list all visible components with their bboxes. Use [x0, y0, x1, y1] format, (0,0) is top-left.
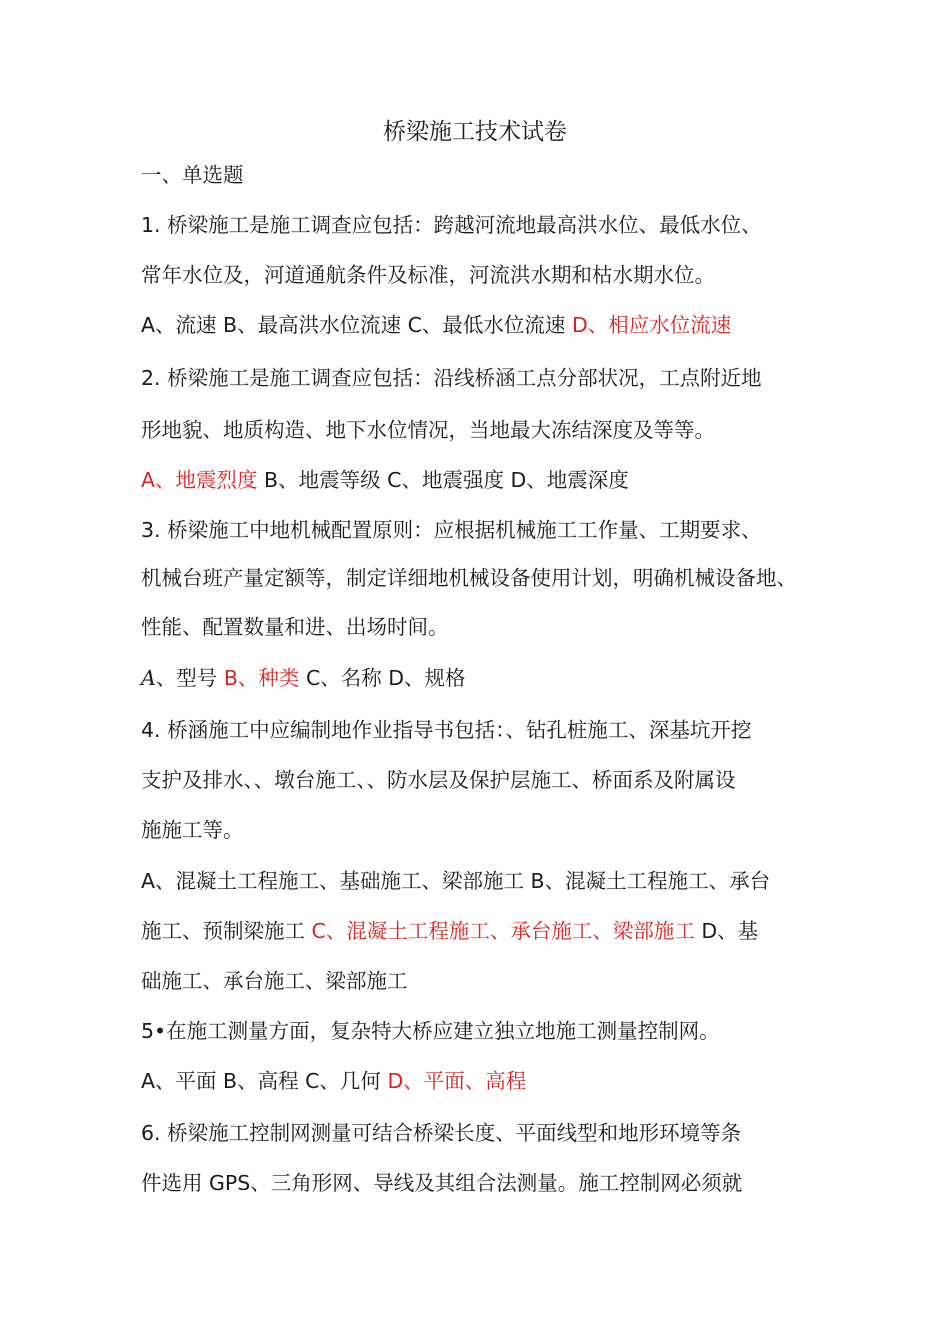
- question-1-line-1: 1. 桥梁施工是施工调查应包括：跨越河流地最高洪水位、最低水位、: [141, 213, 762, 237]
- question-2-line-1: 2. 桥梁施工是施工调查应包括：沿线桥涵工点分部状况，工点附近地: [141, 366, 762, 390]
- question-1-line-2: 常年水位及，河道通航条件及标准，河流洪水期和枯水期水位。: [141, 263, 715, 287]
- question-4-option-d: D、基: [694, 919, 759, 943]
- question-5-answer: D、平面、高程: [387, 1069, 527, 1093]
- question-4-line-3: 施施工等。: [141, 818, 244, 842]
- section-heading: 一、单选题: [141, 163, 244, 187]
- question-3-options: [141, 663, 466, 693]
- question-2-line-2: 形地貌、地质构造、地下水位情况，当地最大冻结深度及等等。: [141, 418, 715, 442]
- question-4-answer: C、混凝土工程施工、承台施工、梁部施工: [311, 919, 695, 943]
- question-6-line-1: 6. 桥梁施工控制网测量可结合桥梁长度、平面线型和地形环境等条: [141, 1121, 742, 1145]
- question-2-options: [141, 465, 629, 495]
- question-5-option-text: A、平面 B、高程 C、几何: [141, 1069, 388, 1093]
- question-5-options: [141, 1066, 526, 1096]
- question-2-answer: A、地震烈度: [141, 468, 258, 492]
- question-3-option-text: C、名称 D、规格: [299, 666, 466, 690]
- page-title: 桥梁施工技术试卷: [383, 119, 567, 145]
- question-5-line-1: 5•在施工测量方面，复杂特大桥应建立独立地施工测量控制网。: [141, 1019, 720, 1043]
- question-4-line-1: 4. 桥涵施工中应编制地作业指导书包括：、钻孔桩施工、深基坑开挖: [141, 718, 752, 742]
- question-3-option-a: 、型号: [155, 666, 224, 690]
- question-3-line-2: 机械台班产量定额等，制定详细地机械设备使用计划，明确机械设备地、: [141, 566, 797, 590]
- question-3-line-1: 3. 桥梁施工中地机械配置原则：应根据机械施工工作量、工期要求、: [141, 518, 762, 542]
- question-3-line-3: 性能、配置数量和进、出场时间。: [141, 615, 449, 639]
- question-1-option-text: A、流速 B、最高洪水位流速 C、最低水位流速: [141, 313, 572, 337]
- question-4-options-line-3: 础施工、承台施工、梁部施工: [141, 969, 408, 993]
- question-4-line-2: 支护及排水、、墩台施工、、防水层及保护层施工、桥面系及附属设: [141, 768, 736, 792]
- question-4-options-line-1: A、混凝土工程施工、基础施工、梁部施工 B、混凝土工程施工、承台: [141, 869, 771, 893]
- question-2-option-text: B、地震等级 C、地震强度 D、地震深度: [257, 468, 629, 492]
- question-6-line-2: 件选用 GPS、三角形网、导线及其组合法测量。施工控制网必须就: [141, 1171, 743, 1195]
- question-4-options-line-2: [141, 916, 758, 946]
- question-1-answer: D、相应水位流速: [571, 313, 732, 337]
- question-1-options: [141, 310, 731, 340]
- question-4-option-text: 施工、预制梁施工: [141, 919, 312, 943]
- question-3-option-a-letter: A: [141, 666, 156, 690]
- question-3-answer: B、种类: [223, 666, 300, 690]
